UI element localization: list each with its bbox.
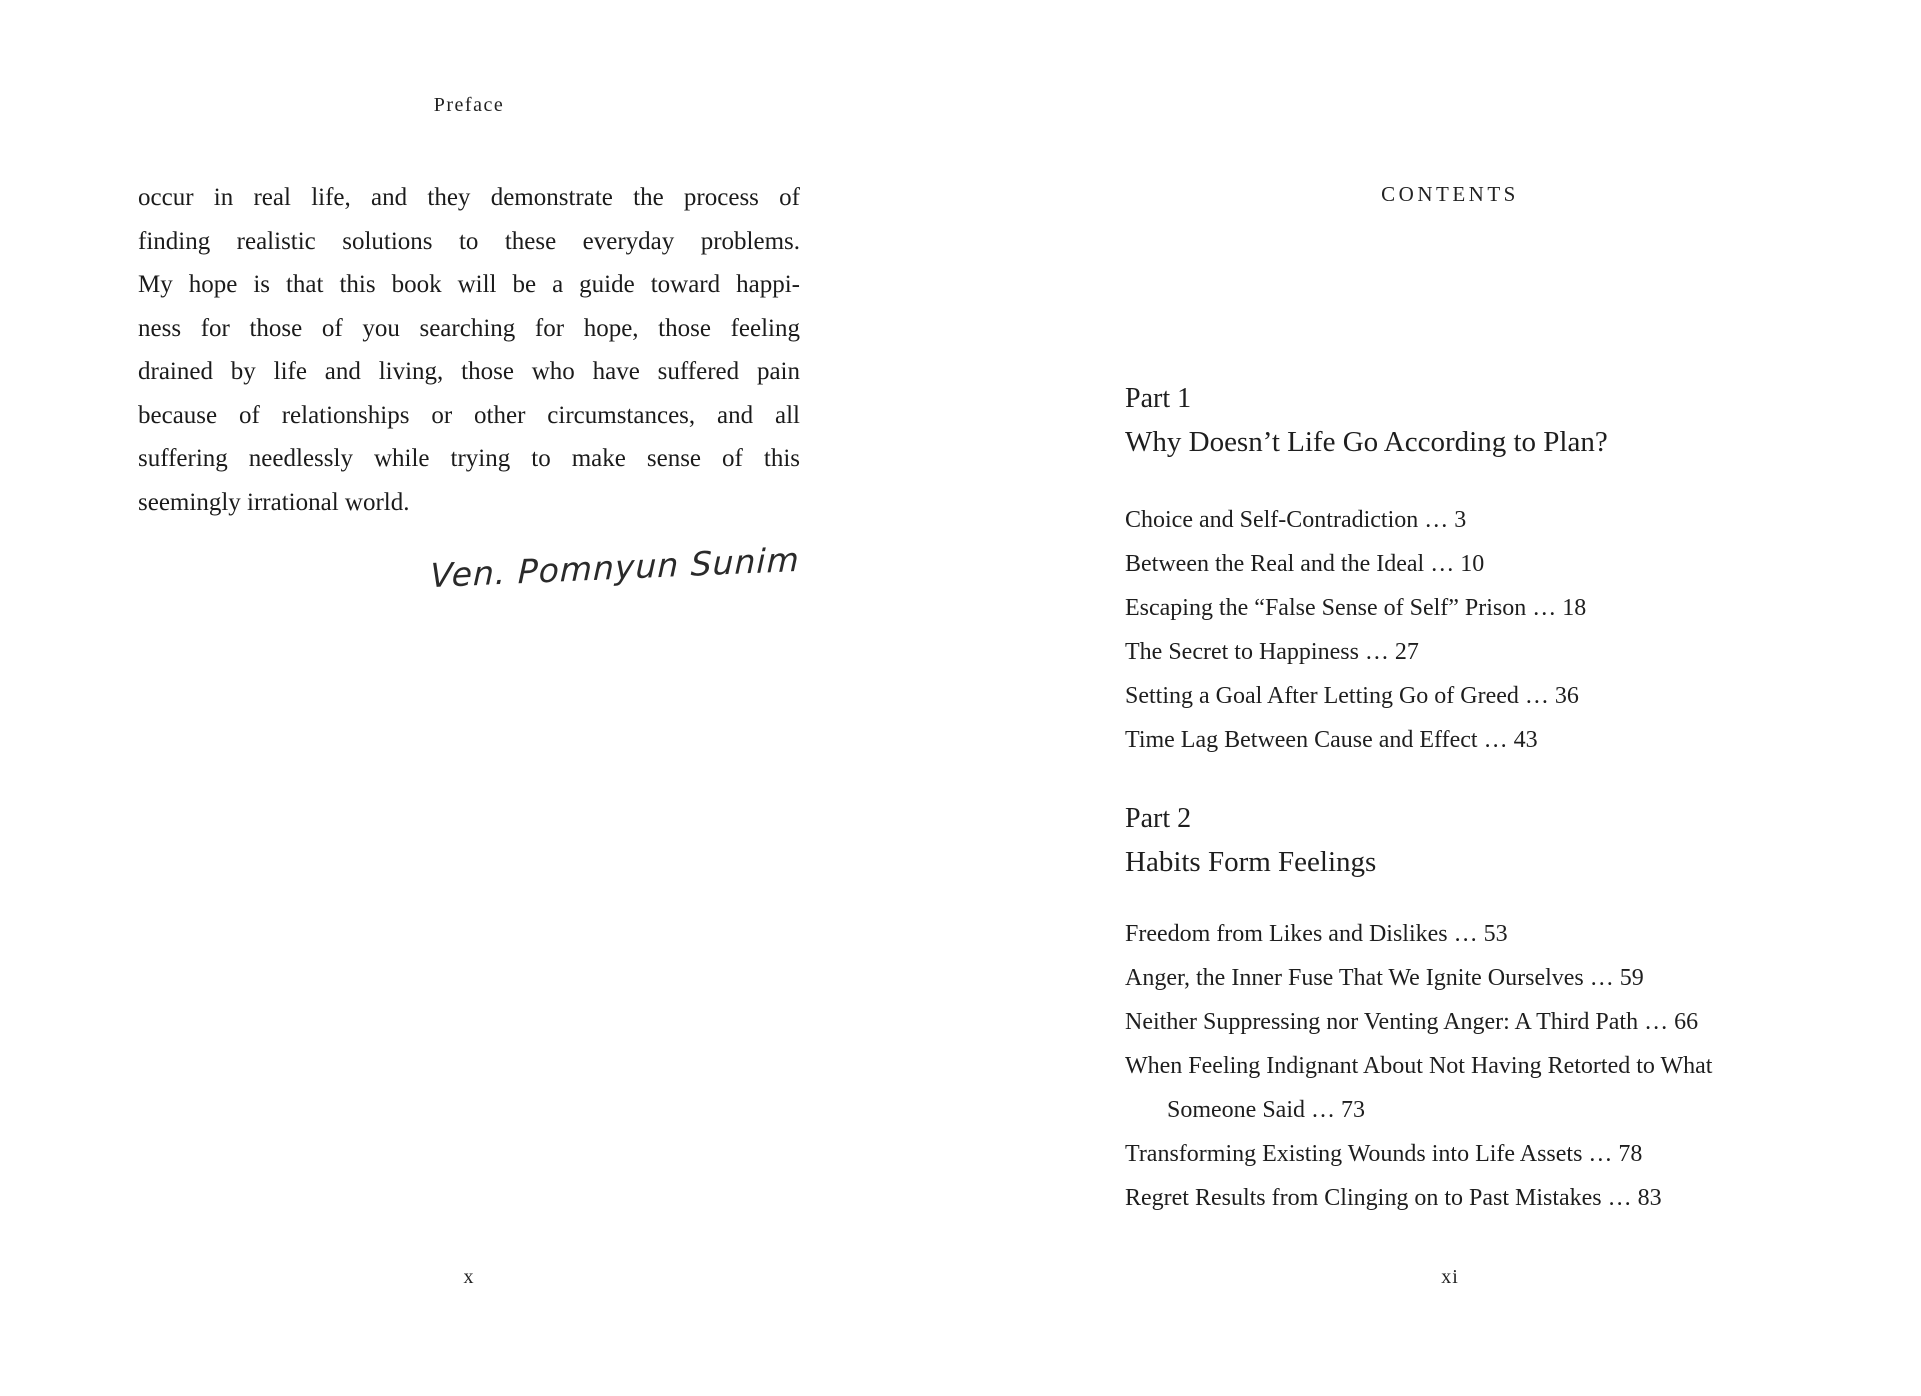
toc-entry-line: Between the Real and the Ideal … 10 — [1125, 551, 1485, 577]
toc-entry-line: Someone Said … 73 — [1167, 1097, 1365, 1123]
toc-entry-line: Time Lag Between Cause and Effect … 43 — [1125, 727, 1538, 753]
folio-left: x — [463, 1266, 475, 1288]
contents-title: CONTENTS — [1381, 182, 1519, 206]
book-page-right — [960, 0, 1921, 1396]
paragraph-line: because of relationships or other circumstances, and all — [138, 401, 800, 429]
toc-entry — [1125, 1132, 1825, 1176]
paragraph-line: My hope is that this book will be a guide toward happi- — [138, 271, 800, 298]
part-2-heading — [1125, 798, 1825, 884]
part-2-label: Part 2 — [1125, 803, 1192, 834]
toc-entry — [1125, 718, 1825, 762]
paragraph-line: seemingly irrational world. — [138, 488, 410, 516]
toc-entry-line: When Feeling Indignant About Not Having Retorted to What — [1125, 1053, 1713, 1079]
toc-entry — [1125, 586, 1825, 630]
part-1-label: Part 1 — [1125, 383, 1192, 414]
part-1-heading — [1125, 378, 1825, 464]
toc-entry — [1125, 1044, 1825, 1132]
paragraph-line: finding realistic solutions to these everyday problems. — [138, 227, 800, 255]
book-page-left — [0, 0, 960, 1396]
toc-entry — [1125, 674, 1825, 718]
toc-entry-line: The Secret to Happiness … 27 — [1125, 639, 1419, 665]
toc-entry — [1125, 630, 1825, 674]
toc-entry — [1125, 956, 1825, 1000]
part-2-title: Habits Form Feelings — [1125, 846, 1377, 878]
paragraph-line: suffering needlessly while trying to make sense of this — [138, 445, 800, 472]
toc-entry-line: Freedom from Likes and Dislikes … 53 — [1125, 921, 1508, 947]
part-1-title: Why Doesn’t Life Go According to Plan? — [1125, 426, 1608, 458]
toc-entry — [1125, 1176, 1825, 1220]
preface-paragraph — [138, 176, 800, 524]
running-header: Preface — [433, 94, 505, 116]
toc-entry-line: Regret Results from Clinging on to Past Mistakes … 83 — [1125, 1185, 1662, 1211]
toc-entry — [1125, 1000, 1825, 1044]
toc-entry-line: Neither Suppressing nor Venting Anger: A Third Path … 66 — [1125, 1009, 1699, 1035]
toc-entry — [1125, 912, 1825, 956]
paragraph-line: occur in real life, and they demonstrate the process of — [138, 184, 800, 211]
paragraph-line: drained by life and living, those who have suffered pain — [138, 358, 800, 385]
toc-list-part-1 — [1125, 498, 1825, 762]
toc-entry-line: Transforming Existing Wounds into Life Assets … 78 — [1125, 1141, 1643, 1167]
paragraph-line: ness for those of you searching for hope, those feeling — [138, 314, 800, 342]
author-signature: Ven. Pomnyun Sunim — [429, 539, 801, 596]
toc-entry — [1125, 542, 1825, 586]
folio-right: xi — [1441, 1266, 1459, 1288]
toc-entry — [1125, 498, 1825, 542]
signature-block — [138, 539, 801, 596]
toc-entry-line: Anger, the Inner Fuse That We Ignite Ourselves … 59 — [1125, 965, 1644, 991]
toc-entry-line: Choice and Self-Contradiction … 3 — [1125, 507, 1467, 533]
toc-entry-line: Escaping the “False Sense of Self” Prison … 18 — [1125, 595, 1587, 621]
toc-list-part-2 — [1125, 912, 1825, 1220]
toc-entry-line: Setting a Goal After Letting Go of Greed … 36 — [1125, 683, 1579, 709]
